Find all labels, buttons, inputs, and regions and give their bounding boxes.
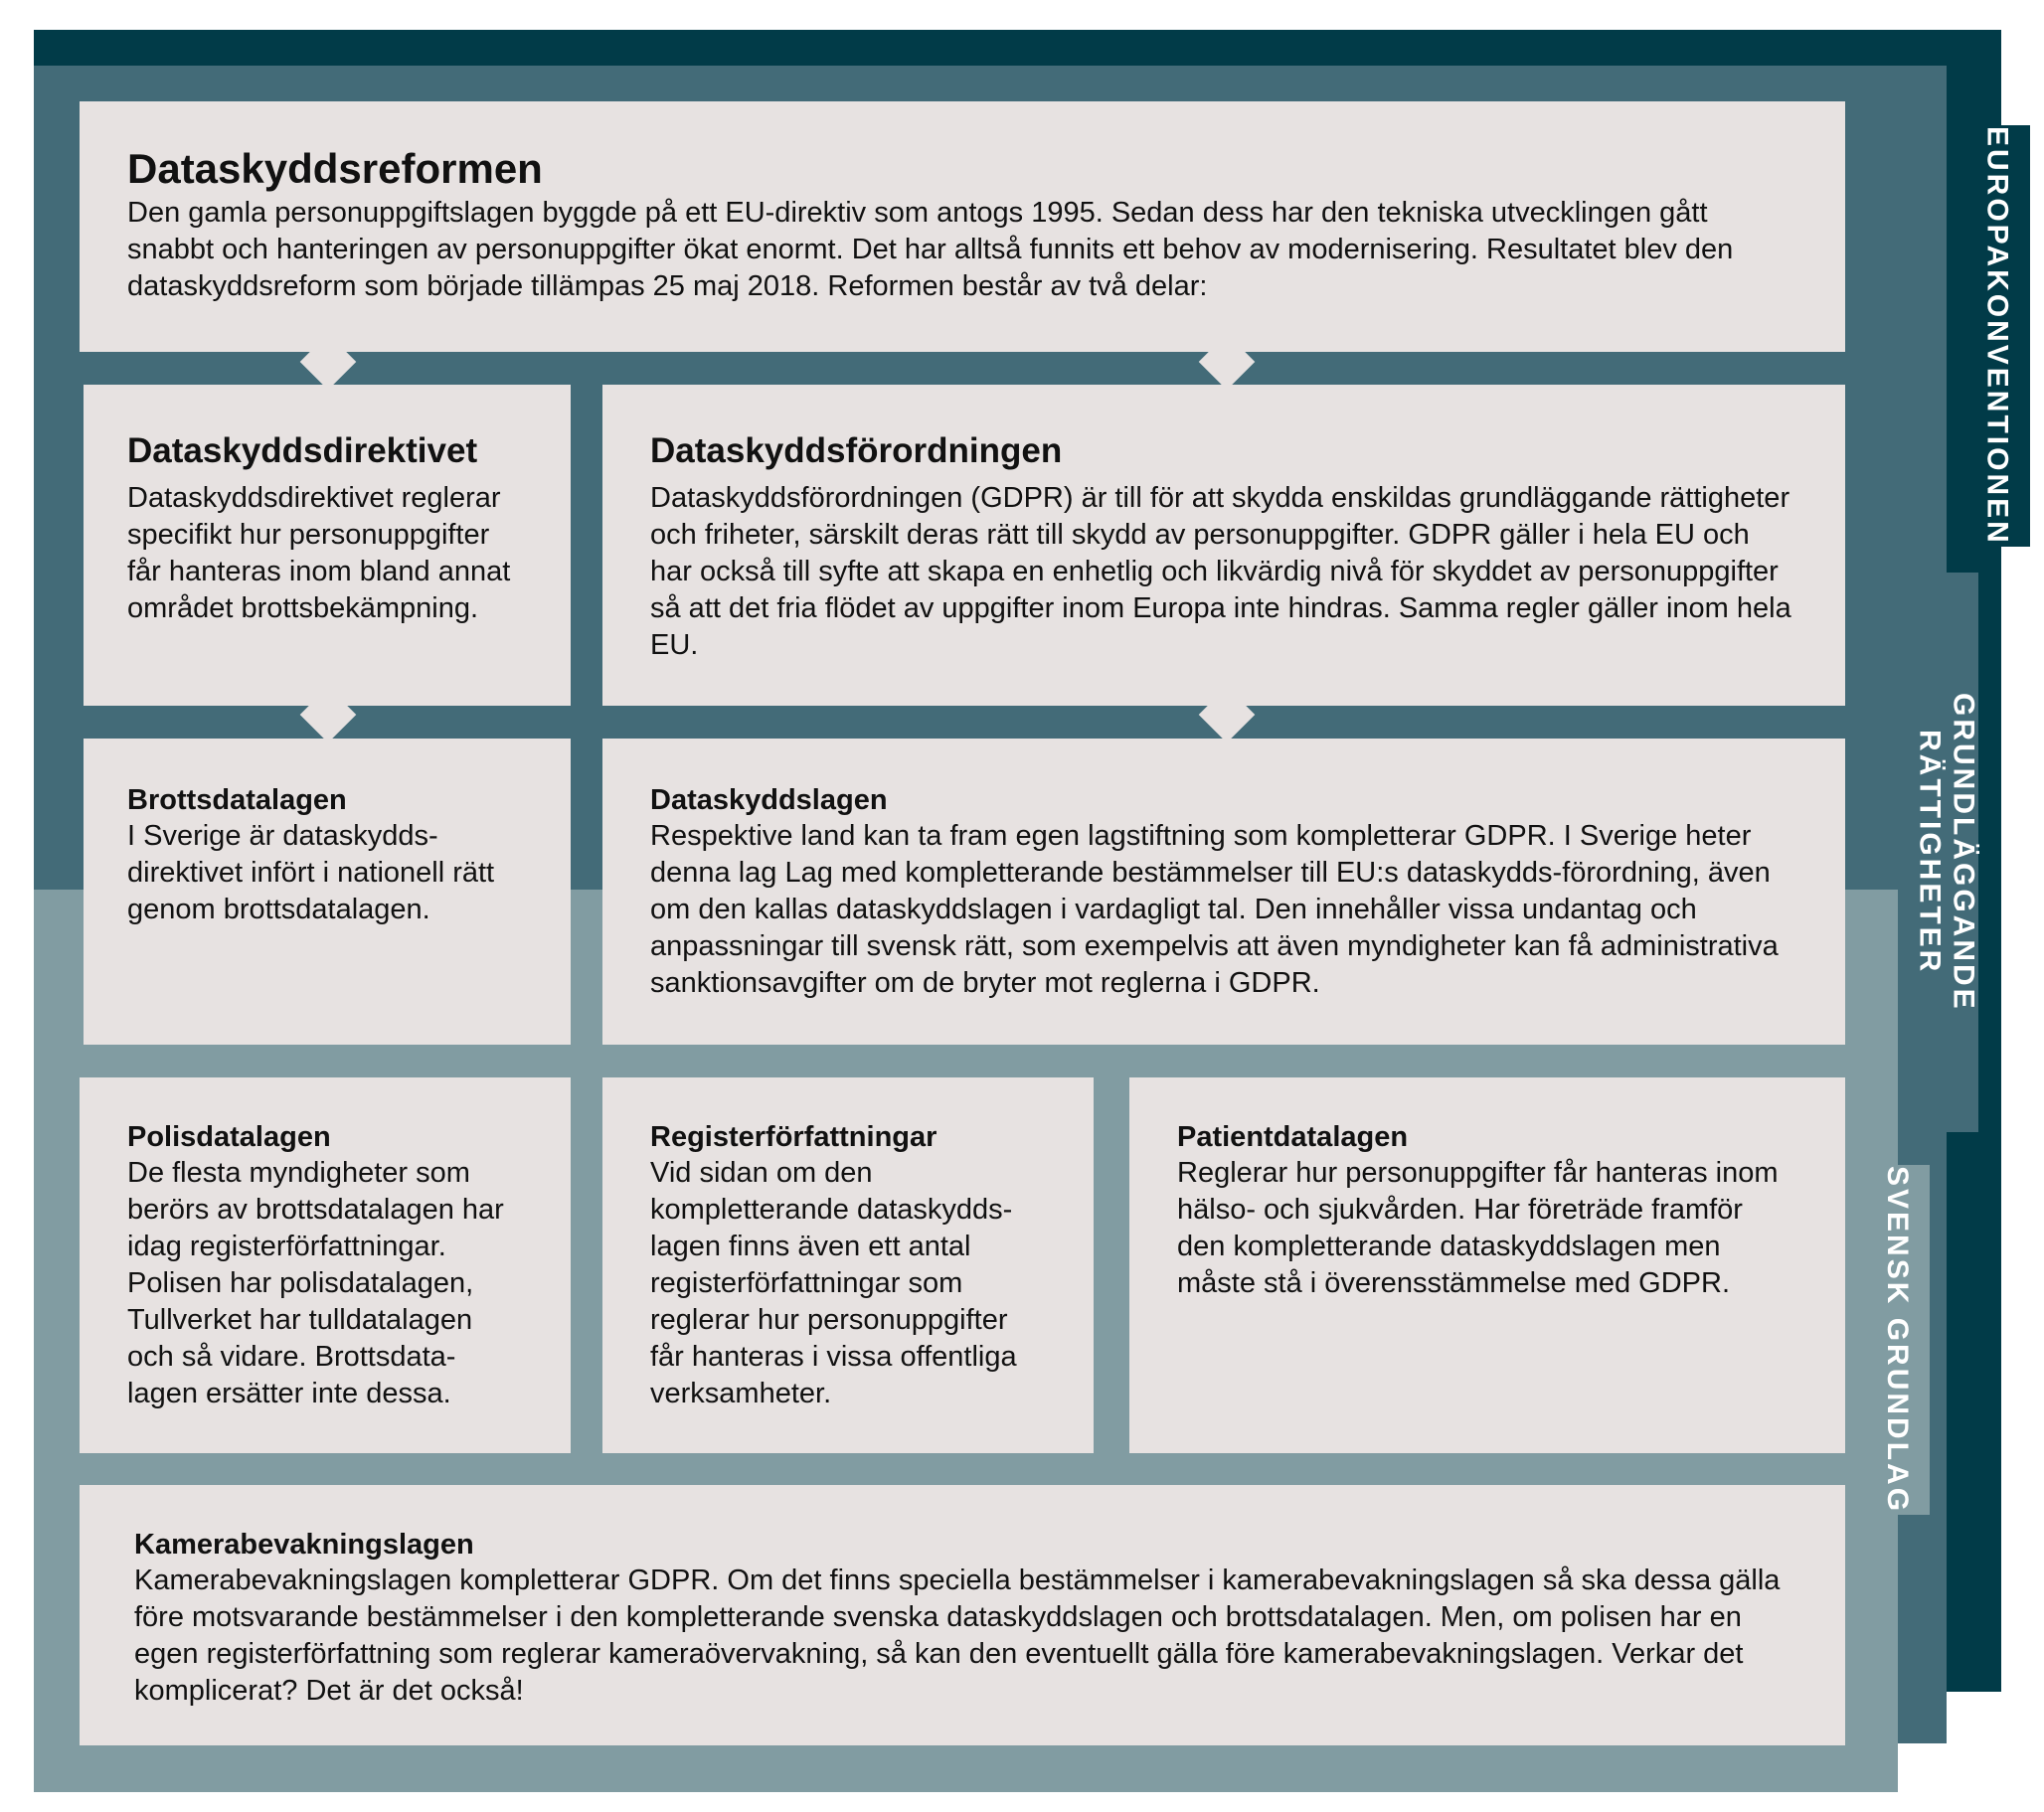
polisdatalagen-body: De flesta myndigheter som berörs av brottsdatalagen har idag registerförfattningar. Polisen har polisdatalagen, Tullverket har tulldatalagen och så vidare. Brottsdata-lagen ersätter inte dessa. <box>127 1157 504 1409</box>
patientdatalagen-title: Patientdatalagen <box>1177 1121 1409 1153</box>
dataskyddsdirektivet-title: Dataskyddsdirektivet <box>127 431 478 470</box>
brottsdatalagen-title: Brottsdatalagen <box>127 784 347 816</box>
polisdatalagen-title: Polisdatalagen <box>127 1121 331 1153</box>
kamerabevakningslagen-box <box>80 1485 1845 1745</box>
dataskyddslagen-box <box>602 739 1845 1045</box>
kamerabevakningslagen-body: Kamerabevakningslagen kompletterar GDPR. Om det finns speciella bestämmelser i kamerabevakningslagen så ska dessa gälla före motsvarande bestämmelser i den kompletterande svenska dataskyddslagen och brottsdatalagen. Men, om polisen har en egen registerförfattning som reglerar kameraövervakning, så kan den eventuellt gälla före kamerabevakningslagen. Verkar det komplicerat? Det är det också! <box>134 1565 1781 1707</box>
registerforfattningar-box <box>602 1077 1094 1453</box>
dataskyddsforordningen-body: Dataskyddsförordningen (GDPR) är till för att skydda enskildas grundläggande rättigheter och friheter, särskilt deras rätt till skydd av personuppgifter. GDPR gäller i hela EU och har också till syfte att skapa en enhetlig och likvärdig nivå för skyddet av personuppgifter så att det fria flödet av uppgifter inom Europa inte hindras. Samma regler gäller inom hela EU. <box>650 482 1791 661</box>
registerforfattningar-title: Registerförfattningar <box>650 1121 937 1153</box>
brottsdatalagen-body: I Sverige är dataskydds-direktivet infört i nationell rätt genom brottsdatalagen. <box>127 820 495 925</box>
registerforfattningar-body: Vid sidan om den kompletterande dataskydds-lagen finns även ett antal registerförfattningar som reglerar hur personuppgifter får hanteras i vissa offentliga verksamheter. <box>650 1157 1017 1409</box>
dataskyddsreformen-title: Dataskyddsreformen <box>127 145 543 192</box>
dataskyddslagen-title: Dataskyddslagen <box>650 784 888 816</box>
kamerabevakningslagen-title: Kamerabevakningslagen <box>134 1529 474 1561</box>
brottsdatalagen-box <box>84 739 571 1045</box>
patientdatalagen-body: Reglerar hur personuppgifter får hanteras inom hälso- och sjukvården. Har företräde framför den kompletterande dataskyddslagen men måste stå i överensstämmelse med GDPR. <box>1177 1157 1779 1299</box>
dataskyddsdirektivet-body: Dataskyddsdirektivet reglerar specifikt hur personuppgifter får hanteras inom bland annat området brottsbekämpning. <box>127 482 511 624</box>
dataskyddsforordningen-title: Dataskyddsförordningen <box>650 431 1063 470</box>
dataskyddsreformen-body: Den gamla personuppgiftslagen byggde på ett EU-direktiv som antogs 1995. Sedan dess har den tekniska utvecklingen gått snabbt och hanteringen av personuppgifter ökat enormt. Det har alltså funnits ett behov av modernisering. Resultatet blev den dataskyddsreform som började tillämpas 25 maj 2018. Reformen består av två delar: <box>127 197 1734 302</box>
dataskyddslagen-body: Respektive land kan ta fram egen lagstiftning som kompletterar GDPR. I Sverige heter denna lag Lag med kompletterande bestämmelser till EU:s dataskydds-förordning, även om den kallas dataskyddslagen i vardagligt tal. Den innehåller vissa undantag och anpassningar till svensk rätt, som exempelvis att även myndigheter kan få administrativa sanktionsavgifter om de bryter mot reglerna i GDPR. <box>650 820 1779 999</box>
grundlaggande-rattigheter-label: GRUNDLÄGGANDE RÄTTIGHETER <box>1913 693 1980 1012</box>
europakonventionen-label: EUROPAKONVENTIONEN <box>1980 126 2014 546</box>
patientdatalagen-box <box>1129 1077 1845 1453</box>
dataskyddsdirektivet-box <box>84 385 571 706</box>
svensk-grundlag-label: SVENSK GRUNDLAG <box>1881 1165 1914 1515</box>
dataskyddsreformen-box <box>80 101 1845 352</box>
polisdatalagen-box <box>80 1077 571 1453</box>
dataskyddsforordningen-box <box>602 385 1845 706</box>
